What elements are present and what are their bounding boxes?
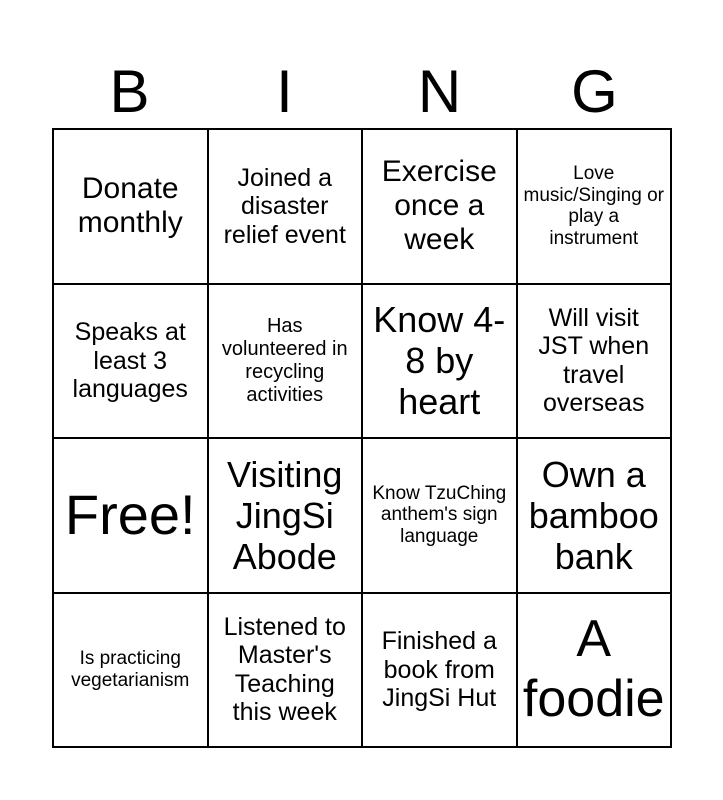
bingo-cell[interactable]: Know 4-8 by heart bbox=[363, 285, 518, 440]
bingo-cell[interactable]: Joined a disaster relief event bbox=[209, 130, 364, 285]
bingo-header bbox=[52, 56, 672, 128]
header-letter-g: G bbox=[571, 58, 618, 125]
header-letter-i: I bbox=[276, 58, 293, 125]
bingo-cell[interactable]: Is practicing vegetarianism bbox=[54, 594, 209, 749]
bingo-cell[interactable]: A foodie bbox=[518, 594, 673, 749]
bingo-cell[interactable]: Own a bamboo bank bbox=[518, 439, 673, 594]
header-letter-n: N bbox=[417, 58, 462, 125]
bingo-cell[interactable]: Love music/Singing or play a instrument bbox=[518, 130, 673, 285]
bingo-cell[interactable]: Donate monthly bbox=[54, 130, 209, 285]
bingo-cell[interactable]: Exercise once a week bbox=[363, 130, 518, 285]
bingo-cell[interactable]: Finished a book from JingSi Hut bbox=[363, 594, 518, 749]
bingo-cell[interactable]: Listened to Master's Teaching this week bbox=[209, 594, 364, 749]
bingo-card bbox=[52, 128, 672, 748]
bingo-cell[interactable]: Will visit JST when travel overseas bbox=[518, 285, 673, 440]
bingo-cell[interactable]: Visiting JingSi Abode bbox=[209, 439, 364, 594]
bingo-cell[interactable]: Know TzuChing anthem's sign language bbox=[363, 439, 518, 594]
bingo-cell[interactable]: Has volunteered in recycling activities bbox=[209, 285, 364, 440]
header-letter-b: B bbox=[109, 58, 150, 125]
bingo-cell-free[interactable]: Free! bbox=[54, 439, 209, 594]
bingo-cell[interactable]: Speaks at least 3 languages bbox=[54, 285, 209, 440]
